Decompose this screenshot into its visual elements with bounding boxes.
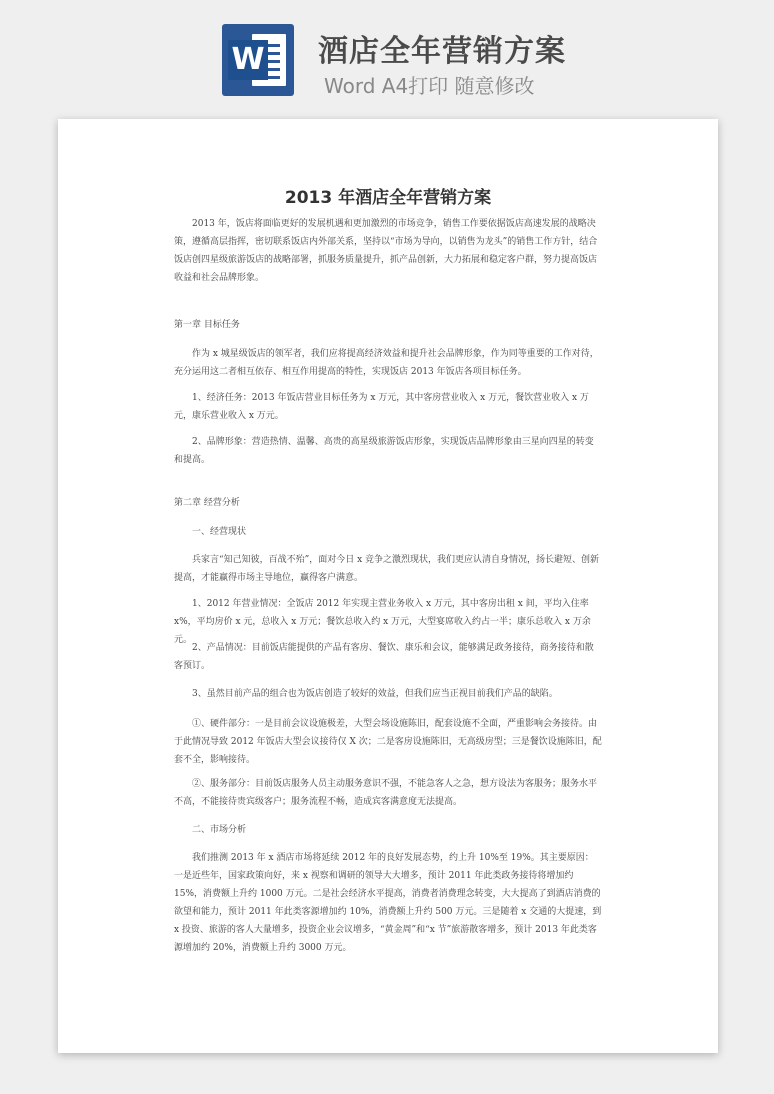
ch2-paragraph-1: 兵家言“知己知彼，百战不殆”，面对今日 x 竞争之激烈现状，我们更应认清自身情况，扬长避短、创新提高，才能赢得市场主导地位，赢得客户满意。	[174, 555, 600, 583]
chapter-1-title: 第一章 目标任务	[174, 320, 240, 330]
ch1-paragraph-1: 作为 x 城星级饭店的领军者，我们应将提高经济效益和提升社会品牌形象，作为同等重要的工作对待，充分运用这二者相互依存、相互作用提高的特性，实现饭店 2013 年饭店各项目标任务。	[174, 349, 599, 377]
header	[0, 0, 774, 110]
ch2-paragraph-7: 我们推测 2013 年 x 酒店市场将延续 2012 年的良好发展态势，约上升 10%至 19%。其主要原因：一是近些年，国家政策向好，来 x 视察和调研的领导大大增多，预计 2011 年此类政务接待将增加约 15%，消费额上升约 1000 万元。二是社会经济水平提高，消费者消费理念转变，大大提高了到酒店消费的欲望和能力，预计 2011 年此类客源增加约 10%，消费额上升约 500 万元。三是随着 x 交通的大提速，到 x 投资、旅游的客人大量增多，投资企业会议增多，“黄金周”和“x 节”旅游散客增多，预计 2013 年此类客源增加约 20%，消费额上升约 3000 万元。	[174, 853, 602, 953]
word-icon	[222, 24, 294, 96]
document-title: 2013 年酒店全年营销方案	[284, 188, 492, 208]
intro-paragraph: 2013 年，饭店将面临更好的发展机遇和更加激烈的市场竞争，销售工作要依据饭店高速发展的战略决策，遵循高层指挥，密切联系饭店内外部关系，坚持以“市场为导向，以销售为龙头”的销售工作方针，结合饭店创四星级旅游饭店的战略部署，抓服务质量提升，抓产品创新，大力拓展和稳定客户群，努力提高饭店收益和社会品牌形象。	[174, 219, 598, 283]
ch2-section-2: 二、市场分析	[192, 825, 247, 835]
ch2-paragraph-6: ②、服务部分：目前饭店服务人员主动服务意识不强，不能急客人之急，想方设法为客服务；服务水平不高，不能接待贵宾级客户；服务流程不畅，造成宾客满意度无法提高。	[174, 779, 598, 807]
ch2-section-1: 一、经营现状	[192, 527, 247, 537]
ch2-paragraph-4: 3、虽然目前产品的组合也为饭店创造了较好的效益，但我们应当正视目前我们产品的缺陷。	[192, 689, 558, 699]
header-title: 酒店全年营销方案	[318, 34, 566, 69]
ch2-paragraph-2: 1、2012 年营业情况：全饭店 2012 年实现主营业务收入 x 万元，其中客房出租 x 间，平均入住率 x%，平均房价 x 元，总收入 x 万元；餐饮总收入约 x 万元，大型宴席收入约占一半；康乐总收入 x 万余元。	[174, 599, 591, 645]
word-letter: W	[228, 40, 268, 80]
ch2-paragraph-5: ①、硬件部分：一是目前会议设施极差，大型会场设施陈旧，配套设施不全面，严重影响会务接待。由于此情况导致 2012 年饭店大型会议接待仅 X 次；二是客房设施陈旧，无高级房型；三是餐饮设施陈旧，配套不全，影响接待。	[174, 719, 602, 765]
chapter-2-title: 第二章 经营分析	[174, 498, 240, 508]
document-page	[58, 119, 718, 1053]
header-subtitle: Word A4打印 随意修改	[324, 74, 535, 98]
ch1-paragraph-3: 2、品牌形象：营造热情、温馨、高贵的高星级旅游饭店形象，实现饭店品牌形象由三星向四星的转变和提高。	[174, 437, 594, 465]
ch2-paragraph-3: 2、产品情况：目前饭店能提供的产品有客房、餐饮、康乐和会议，能够满足政务接待，商务接待和散客预订。	[174, 643, 594, 671]
ch1-paragraph-2: 1、经济任务：2013 年饭店营业目标任务为 x 万元，其中客房营业收入 x 万元，餐饮营业收入 x 万元，康乐营业收入 x 万元。	[174, 393, 589, 421]
